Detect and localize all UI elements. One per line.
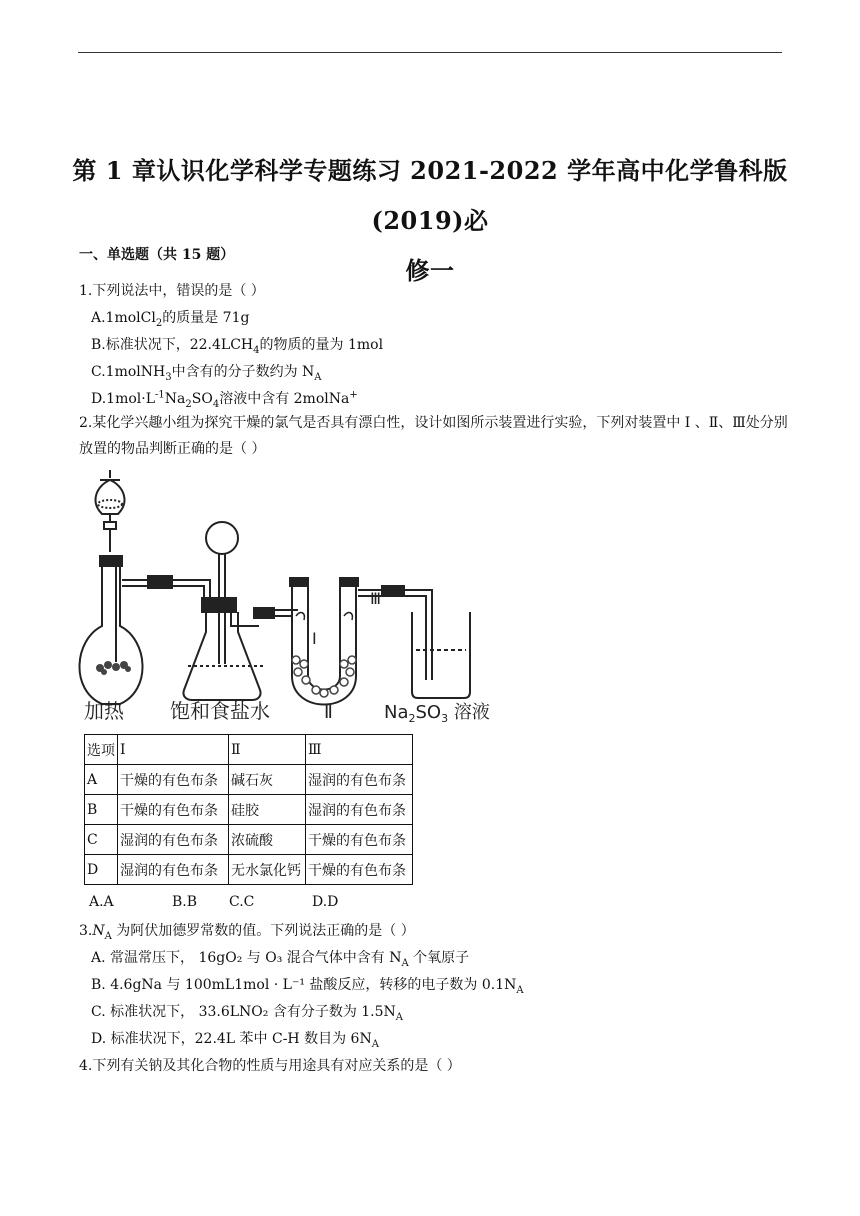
options-table: [84, 734, 413, 885]
question-1-option-d: $D.1mol\cdot L^{-1}Na_2SO_4$溶液中含有 2molNa+: [91, 389, 358, 410]
question-2-answer-d: D.D: [312, 894, 339, 910]
question-3-option-b: B. 4.6gNa 与 100mL1mol · L⁻¹ 盐酸反应，转移的电子数为 $0.1N_A$: [91, 977, 524, 996]
label-heat: 加热: [84, 699, 124, 723]
question-3-stem: $3.N_A$ 为阿伏加德罗常数的值。下列说法正确的是（ ）: [79, 923, 415, 942]
header-rule: [78, 52, 782, 53]
label-brine: 饱和食盐水: [170, 699, 270, 723]
question-2-answer-b: B.B: [172, 894, 198, 910]
apparatus-diagram: [78, 470, 508, 725]
question-3-option-d: D. 标准状况下，22.4L 苯中 C-H 数目为 $6N_A$: [91, 1031, 379, 1050]
question-4-stem: 4.下列有关钠及其化合物的性质与用途具有对应关系的是（ ）: [79, 1058, 461, 1074]
table-row: D 湿润的有色布条 无水氯化钙 干燥的有色布条: [85, 855, 413, 885]
label-iii: Ⅲ: [370, 589, 382, 608]
question-1-option-c: C.1molNH$_3$中含有的分子数约为 $N_A$: [91, 364, 322, 383]
question-2-answer-a: A.A: [89, 894, 114, 910]
question-2-stem: 2.某化学兴趣小组为探究干燥的氯气是否具有漂白性，设计如图所示装置进行实验，下列对装置中 Ⅰ 、Ⅱ、Ⅲ处分别放置的物品判断正确的是（ ）: [79, 415, 788, 457]
table-row: C 湿润的有色布条 浓硫酸 干燥的有色布条: [85, 825, 413, 855]
label-i: Ⅰ: [312, 629, 317, 648]
table-row: A 干燥的有色布条 碱石灰 湿润的有色布条: [85, 765, 413, 795]
question-1-stem: 1.下列说法中，错误的是（ ）: [79, 283, 265, 299]
label-ii: Ⅱ: [324, 702, 333, 723]
question-1-option-b: B.标准状况下，$22.4LCH_4$的物质的量为 1mol: [91, 337, 384, 356]
table-row: B 干燥的有色布条 硅胶 湿润的有色布条: [85, 795, 413, 825]
question-1-option-a: A.1molCl$_2$的质量是 71g: [91, 310, 250, 329]
table-header-row: 选项 Ⅰ Ⅱ Ⅲ: [85, 735, 413, 765]
question-3-option-c: C. 标准状况下， 33.6LNO₂ 含有分子数为 $1.5N_A$: [91, 1004, 404, 1023]
page-title: 第 1 章认识化学科学专题练习 2021-2022 学年高中化学鲁科版(2019)必 修一: [72, 156, 788, 285]
label-solution: $Na_2SO_3$ 溶液: [384, 702, 490, 725]
section-heading: 一、单选题（共 15 题）: [79, 247, 235, 263]
question-2-answer-c: C.C: [229, 894, 255, 910]
question-3-option-a: A. 常温常压下， 16gO₂ 与 O₃ 混合气体中含有 $N_A$ 个氧原子: [91, 950, 470, 969]
